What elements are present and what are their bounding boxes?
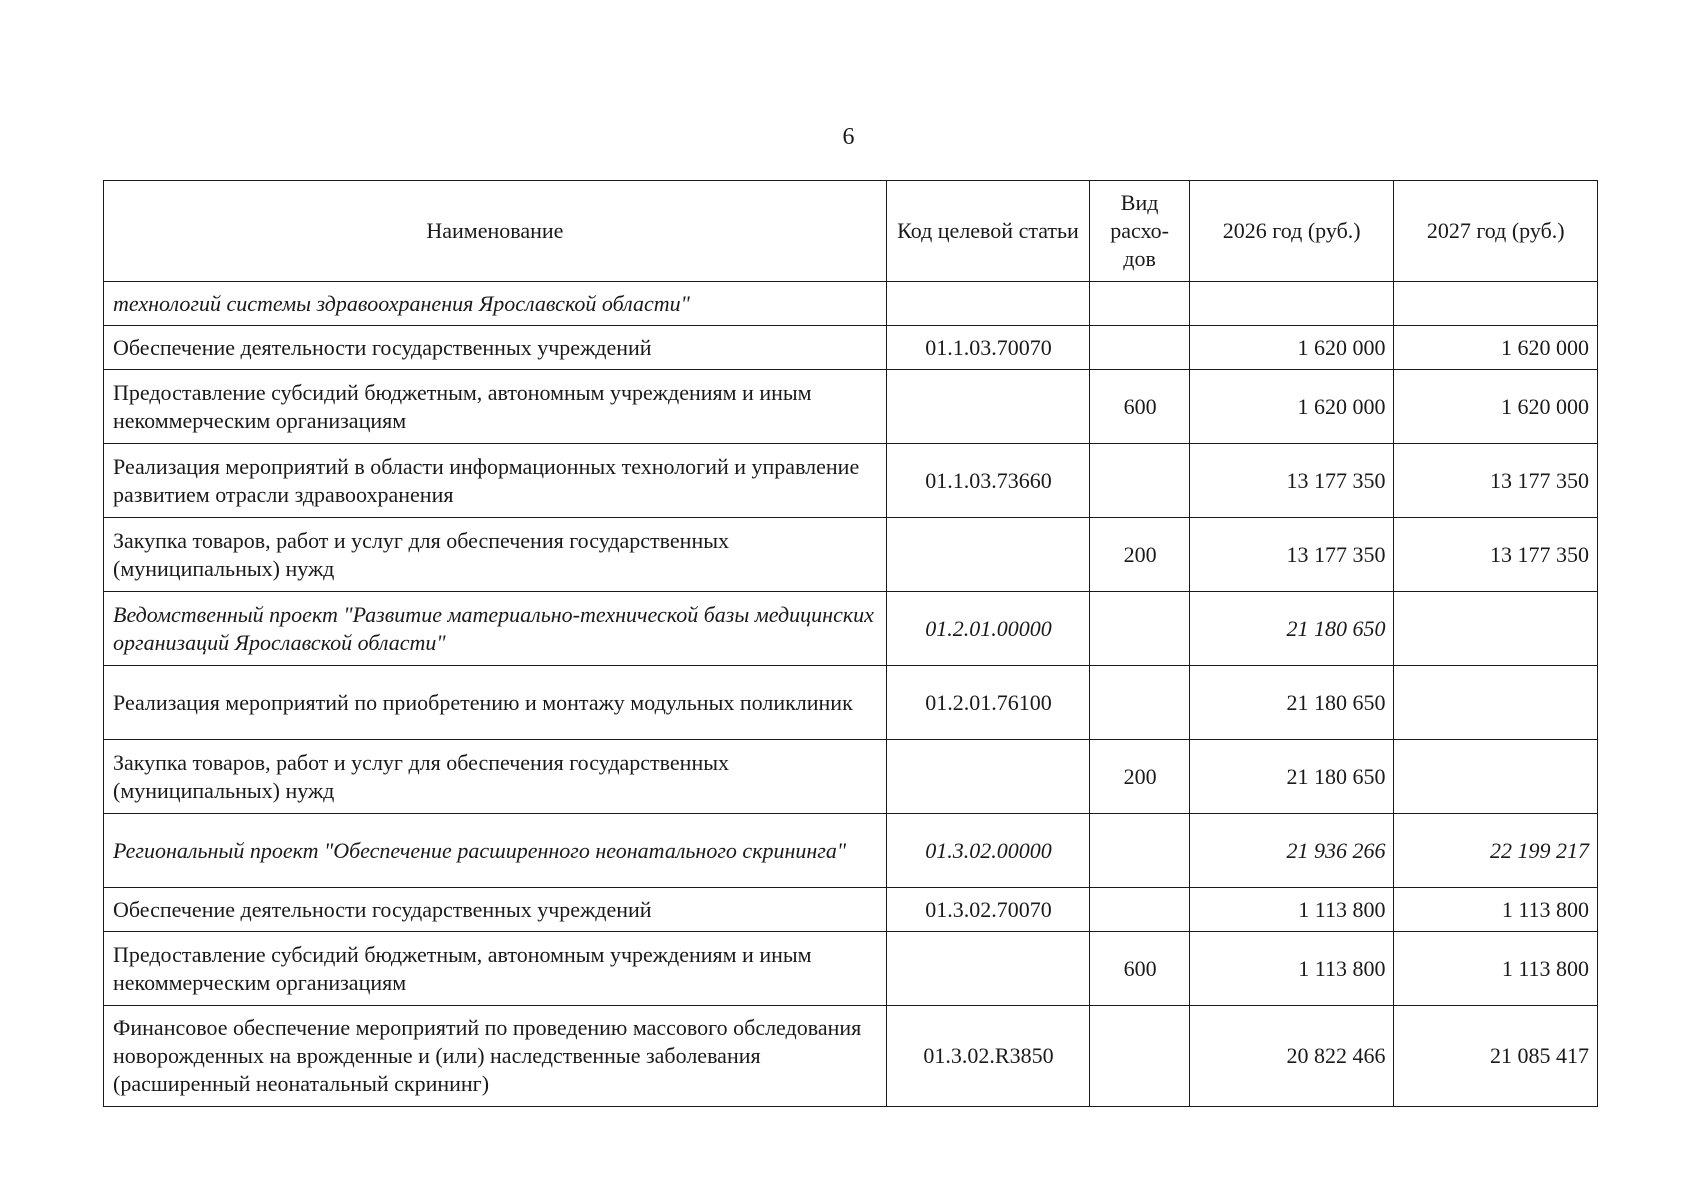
row-2026: 1 113 800 [1189,888,1394,932]
row-code: 01.1.03.73660 [886,444,1089,518]
row-2027 [1394,666,1598,740]
row-code: 01.3.02.00000 [886,814,1089,888]
row-code [886,932,1089,1006]
row-code: 01.3.02.R3850 [886,1006,1089,1107]
table-row [104,888,1598,932]
row-2026: 1 113 800 [1189,932,1394,1006]
budget-table [103,180,1598,1107]
row-type [1090,888,1190,932]
row-type: 200 [1090,740,1190,814]
row-2027: 21 085 417 [1394,1006,1598,1107]
row-2027: 1 113 800 [1394,932,1598,1006]
row-2027: 13 177 350 [1394,444,1598,518]
table-row [104,326,1598,370]
table-row [104,444,1598,518]
table-row [104,592,1598,666]
row-2026: 1 620 000 [1189,370,1394,444]
row-2027 [1394,282,1598,326]
table-row [104,814,1598,888]
row-code: 01.2.01.00000 [886,592,1089,666]
row-name: Закупка товаров, работ и услуг для обеспечения государственных (муниципальных) нужд [104,518,887,592]
row-code: 01.3.02.70070 [886,888,1089,932]
row-code [886,518,1089,592]
row-type [1090,666,1190,740]
row-2026: 21 936 266 [1189,814,1394,888]
row-name: Предоставление субсидий бюджетным, автономным учреждениям и иным некоммерческим организациям [104,370,887,444]
row-2027: 22 199 217 [1394,814,1598,888]
page-number: 6 [842,124,855,150]
row-name: Обеспечение деятельности государственных учреждений [104,326,887,370]
row-type [1090,814,1190,888]
row-code: 01.2.01.76100 [886,666,1089,740]
row-2027: 1 113 800 [1394,888,1598,932]
row-2027: 13 177 350 [1394,518,1598,592]
row-type [1090,282,1190,326]
table-row [104,740,1598,814]
row-2026: 21 180 650 [1189,592,1394,666]
row-name: Финансовое обеспечение мероприятий по проведению массового обследования новорожденных на врожденные и (или) наследственные заболевания (расширенный неонатальный скрининг) [104,1006,887,1107]
row-name: Реализация мероприятий по приобретению и монтажу модульных поликлиник [104,666,887,740]
row-code [886,370,1089,444]
table-row [104,1006,1598,1107]
header-name: Наименование [104,181,887,282]
row-name: Предоставление субсидий бюджетным, автономным учреждениям и иным некоммерческим организациям [104,932,887,1006]
table-row [104,370,1598,444]
header-2027: 2027 год (руб.) [1394,181,1598,282]
row-type: 600 [1090,370,1190,444]
row-type [1090,444,1190,518]
row-type [1090,1006,1190,1107]
row-name: Обеспечение деятельности государственных учреждений [104,888,887,932]
row-type [1090,592,1190,666]
row-name: Реализация мероприятий в области информационных технологий и управление развитием отрасли здравоохранения [104,444,887,518]
row-2027 [1394,592,1598,666]
row-2027 [1394,740,1598,814]
row-name: Региональный проект "Обеспечение расширенного неонатального скрининга" [104,814,887,888]
row-type: 600 [1090,932,1190,1006]
header-2026: 2026 год (руб.) [1189,181,1394,282]
row-name: технологий системы здравоохранения Ярославской области" [104,282,887,326]
row-2026: 1 620 000 [1189,326,1394,370]
row-name: Закупка товаров, работ и услуг для обеспечения государственных (муниципальных) нужд [104,740,887,814]
row-code: 01.1.03.70070 [886,326,1089,370]
row-2026: 21 180 650 [1189,740,1394,814]
row-type: 200 [1090,518,1190,592]
header-code: Код целевой статьи [886,181,1089,282]
table-row [104,518,1598,592]
table-row [104,666,1598,740]
row-2026: 20 822 466 [1189,1006,1394,1107]
table-row [104,932,1598,1006]
row-name: Ведомственный проект "Развитие материально-технической базы медицинских организаций Ярославской области" [104,592,887,666]
header-type: Вид расхо-дов [1090,181,1190,282]
row-2027: 1 620 000 [1394,370,1598,444]
row-2027: 1 620 000 [1394,326,1598,370]
row-2026: 13 177 350 [1189,518,1394,592]
row-code [886,740,1089,814]
table-row [104,282,1598,326]
row-2026: 13 177 350 [1189,444,1394,518]
row-code [886,282,1089,326]
row-2026 [1189,282,1394,326]
table-header-row [104,181,1598,282]
row-2026: 21 180 650 [1189,666,1394,740]
row-type [1090,326,1190,370]
